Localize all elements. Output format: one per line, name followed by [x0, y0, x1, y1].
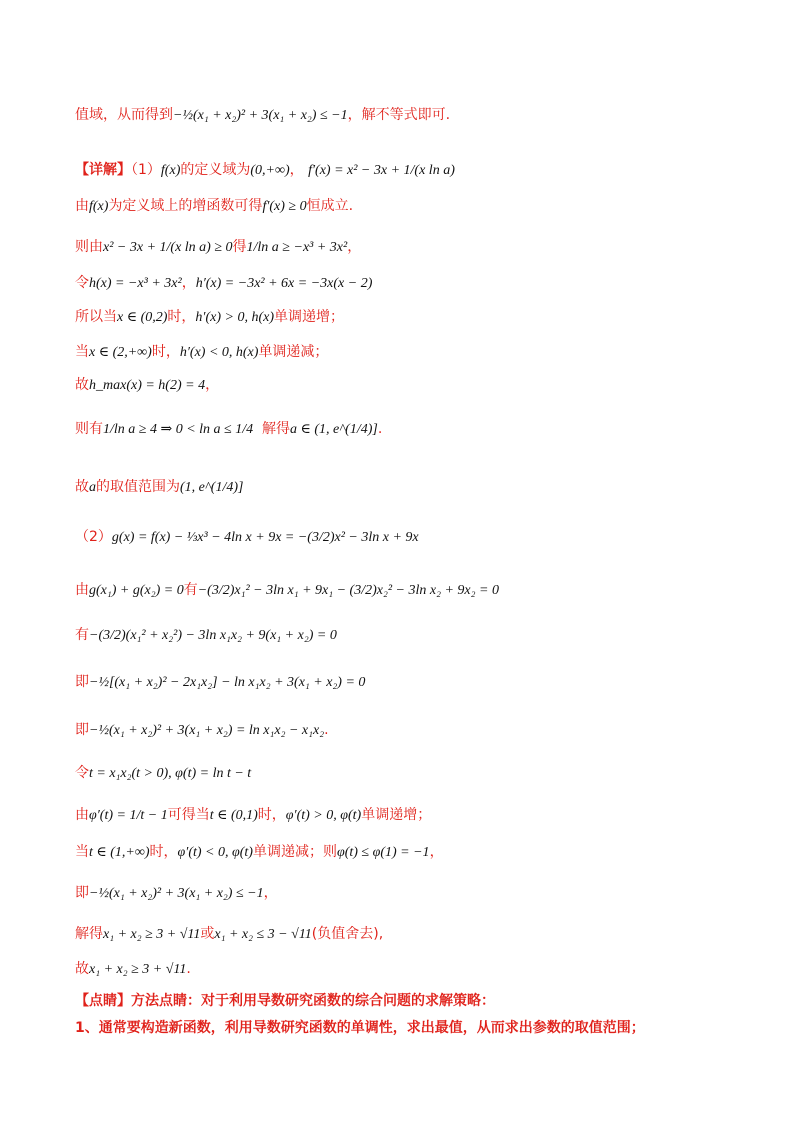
formula: φ(t) ≤ φ(1) = −1	[336, 845, 430, 860]
formula: f(x)	[89, 199, 109, 214]
formula: h_max(x) = h(2) = 4	[89, 378, 206, 393]
formula: a ∈ (1, e^(1/4)]	[290, 422, 378, 437]
text: ，	[181, 275, 196, 291]
formula: x₁ + x₂ ≥ 3 + √11	[103, 927, 201, 942]
formula: φ′(t) > 0, φ(t)	[285, 808, 362, 823]
formula: t ∈ (0,1)	[209, 808, 258, 823]
solution-line	[75, 480, 740, 495]
formula: h′(x) = −3x² + 6x = −3x(x − 2)	[195, 276, 373, 291]
solution-line	[75, 808, 740, 823]
text: (负值舍去),	[311, 926, 384, 942]
formula: x₁ + x₂ ≤ 3 − √11	[214, 927, 312, 942]
text: ，解不等式即可.	[347, 107, 451, 123]
text: 单调递增；	[361, 807, 432, 823]
solution-line	[75, 962, 740, 977]
text: ，	[289, 162, 304, 178]
text: 时，	[167, 309, 196, 325]
solution-line	[75, 927, 740, 942]
text: 的取值范围为	[96, 479, 180, 495]
text: 有	[183, 582, 198, 598]
formula: x ∈ (2,+∞)	[89, 345, 152, 360]
text: 所以当	[75, 309, 117, 325]
text: 得	[232, 239, 247, 255]
detail-tag: 【详解】	[75, 162, 131, 178]
text: 即	[75, 722, 89, 738]
formula: φ′(t) = 1/t − 1	[89, 808, 168, 823]
text: 或	[200, 926, 215, 942]
text: ，	[205, 377, 220, 393]
formula: h′(x) < 0, h(x)	[179, 345, 259, 360]
text: ，	[263, 885, 278, 901]
solution-line	[75, 345, 740, 360]
intro-line	[75, 108, 740, 123]
text: 1、通常要构造新函数，利用导数研究函数的单调性，求出最值，从而求出参数的取值范围；	[75, 1020, 645, 1036]
text: .	[324, 722, 329, 738]
solution-line	[75, 378, 740, 393]
solution-line	[75, 276, 740, 291]
part-number: （2）	[75, 529, 112, 545]
text: 的定义域为	[180, 162, 251, 178]
formula: t ∈ (1,+∞)	[89, 845, 150, 860]
text: 故	[75, 961, 89, 977]
solution-line	[75, 199, 740, 214]
formula: g(x) = f(x) − ⅓x³ − 4ln x + 9x = −(3/2)x² − 3ln x + 9x	[111, 530, 419, 545]
solution-line	[75, 675, 740, 690]
text: 有	[75, 627, 89, 643]
formula: (0,+∞)	[250, 163, 290, 178]
part-number: （1）	[131, 162, 161, 178]
text: 由	[75, 807, 89, 823]
formula: h′(x) > 0, h(x)	[195, 310, 274, 325]
detail-heading-line	[75, 163, 740, 178]
text: 则由	[75, 239, 103, 255]
text: 值域，从而得到	[75, 107, 173, 123]
formula: f′(x) = x² − 3x + 1/(x ln a)	[308, 163, 455, 178]
text: 恒成立.	[306, 198, 354, 214]
formula: x² − 3x + 1/(x ln a) ≥ 0	[103, 240, 233, 255]
formula: g(x₁) + g(x₂) = 0	[89, 583, 184, 598]
text: 当	[75, 844, 89, 860]
text: ，	[429, 844, 444, 860]
text: 由	[75, 198, 89, 214]
text: 故	[75, 479, 89, 495]
formula: 1/ln a ≥ −x³ + 3x²	[246, 240, 348, 255]
solution-line	[75, 583, 740, 598]
solution-line	[75, 240, 740, 255]
text: 时，	[151, 344, 180, 360]
tips-heading-line	[75, 994, 740, 1008]
text: 单调递减；	[258, 344, 329, 360]
formula: φ′(t) < 0, φ(t)	[177, 845, 253, 860]
solution-line	[75, 310, 740, 325]
text: .	[186, 961, 191, 977]
text: 即	[75, 885, 89, 901]
text: 则有	[75, 421, 103, 437]
text: 当	[75, 344, 89, 360]
formula: a	[89, 480, 96, 495]
text: 令	[75, 765, 89, 781]
formula: −½(x₁ + x₂)² + 3(x₁ + x₂) = ln x₁x₂ − x₁x₂	[89, 723, 325, 738]
formula: (1, e^(1/4)]	[180, 480, 244, 495]
formula: h(x) = −x³ + 3x²	[89, 276, 182, 291]
text: 故	[75, 377, 89, 393]
formula: −½(x₁ + x₂)² + 3(x₁ + x₂) ≤ −1	[89, 886, 264, 901]
formula: f′(x) ≥ 0	[262, 199, 307, 214]
text: 即	[75, 674, 89, 690]
solution-line	[75, 723, 740, 738]
text: 解得	[262, 421, 291, 437]
solution-line	[75, 766, 740, 781]
text: 时，	[149, 844, 178, 860]
text: 单调递增；	[274, 309, 344, 325]
formula: x₁ + x₂ ≥ 3 + √11	[89, 962, 187, 977]
text: 解得	[75, 926, 103, 942]
solution-line	[75, 886, 740, 901]
tips-tag: 【点睛】	[75, 993, 131, 1009]
solution-line	[75, 422, 740, 437]
text: 方法点睛：对于利用导数研究函数的综合问题的求解策略：	[131, 993, 495, 1009]
solution-line	[75, 845, 740, 860]
text: .	[377, 421, 383, 437]
solution-line	[75, 628, 740, 643]
text: ，	[347, 239, 362, 255]
text: 可得当	[167, 807, 210, 823]
text: 由	[75, 582, 89, 598]
formula: −(3/2)(x₁² + x₂²) − 3ln x₁x₂ + 9(x₁ + x₂) = 0	[89, 628, 337, 643]
text: 为定义域上的增函数可得	[108, 198, 263, 214]
solution-line	[75, 530, 740, 545]
formula: −½(x₁ + x₂)² + 3(x₁ + x₂) ≤ −1	[173, 108, 348, 123]
formula: f(x)	[160, 163, 181, 178]
text: 令	[75, 275, 89, 291]
formula: −(3/2)x₁² − 3ln x₁ + 9x₁ − (3/2)x₂² − 3ln x₂ + 9x₂ = 0	[197, 583, 499, 598]
text: 时，	[257, 807, 286, 823]
formula: t = x₁x₂(t > 0), φ(t) = ln t − t	[89, 766, 252, 781]
formula: −½[(x₁ + x₂)² − 2x₁x₂] − ln x₁x₂ + 3(x₁ + x₂) = 0	[89, 675, 366, 690]
text: 单调递减；则	[252, 844, 337, 860]
formula: 1/ln a ≥ 4 ⇒ 0 < ln a ≤ 1/4	[103, 422, 254, 437]
tips-line	[75, 1021, 740, 1035]
formula: x ∈ (0,2)	[117, 310, 168, 325]
